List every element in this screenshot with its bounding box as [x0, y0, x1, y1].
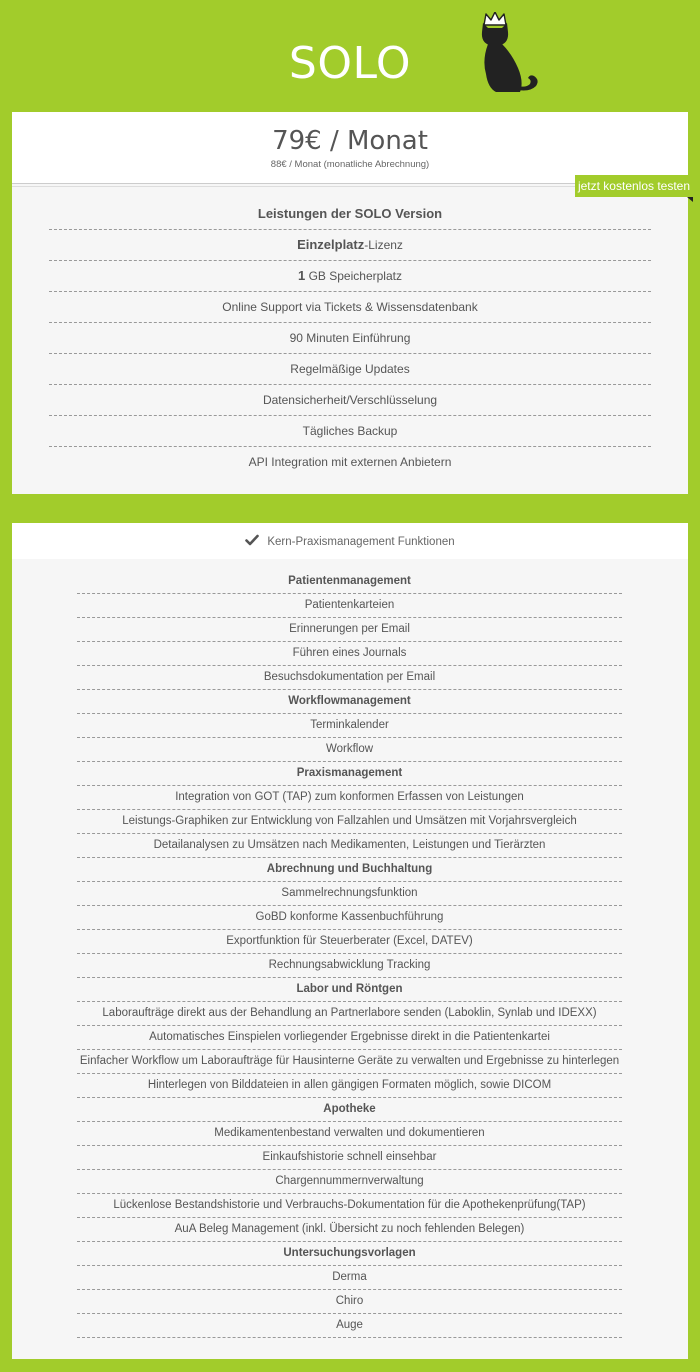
category-heading: Apotheke	[77, 1098, 622, 1122]
feature-item: Online Support via Tickets & Wissensdatenbank	[49, 292, 651, 323]
function-item: Chargennummernverwaltung	[77, 1170, 622, 1194]
function-item: Exportfunktion für Steuerberater (Excel, DATEV)	[77, 930, 622, 954]
function-item: Führen eines Journals	[77, 642, 622, 666]
core-functions-title: Kern-Praxismanagement Funktionen	[267, 536, 455, 548]
checkmark-icon	[245, 534, 259, 546]
function-item: Auge	[77, 1314, 622, 1338]
storage-bold: 1	[298, 268, 306, 283]
license-bold: Einzelplatz	[297, 237, 365, 252]
core-functions-card	[12, 523, 688, 1359]
function-item: Besuchsdokumentation per Email	[77, 666, 622, 690]
core-functions-header	[12, 523, 688, 559]
function-item: Laboraufträge direkt aus der Behandlung an Partnerlabore senden (Laboklin, Synlab und IDEXX)	[77, 1002, 622, 1026]
function-item: Erinnerungen per Email	[77, 618, 622, 642]
function-item: AuA Beleg Management (inkl. Übersicht zu noch fehlenden Belegen)	[77, 1218, 622, 1242]
cat-logo-icon	[474, 12, 546, 94]
category-heading: Patientenmanagement	[77, 570, 622, 594]
feature-item: API Integration mit externen Anbietern	[248, 455, 452, 469]
feature-list	[49, 199, 651, 477]
free-trial-button[interactable]: jetzt kostenlos testen	[575, 175, 693, 197]
category-heading: Labor und Röntgen	[77, 978, 622, 1002]
function-item: Automatisches Einspielen vorliegender Ergebnisse direkt in die Patientenkartei	[77, 1026, 622, 1050]
function-item: Integration von GOT (TAP) zum konformen Erfassen von Leistungen	[77, 786, 622, 810]
function-item: Workflow	[77, 738, 622, 762]
storage-rest: GB Speicherplatz	[305, 269, 402, 283]
core-functions-list	[77, 570, 622, 1338]
function-item: Patientenkarteien	[77, 594, 622, 618]
function-item: Einkaufshistorie schnell einsehbar	[77, 1146, 622, 1170]
category-heading: Workflowmanagement	[77, 690, 622, 714]
category-heading: Abrechnung und Buchhaltung	[77, 858, 622, 882]
function-item: GoBD konforme Kassenbuchführung	[77, 906, 622, 930]
function-item: Sammelrechnungsfunktion	[77, 882, 622, 906]
license-rest: -Lizenz	[364, 238, 403, 252]
function-item: Terminkalender	[77, 714, 622, 738]
ribbon-fold	[687, 197, 693, 202]
function-item: Lückenlose Bestandshistorie und Verbrauchs-Dokumentation für die Apothekenprüfung(TAP)	[77, 1194, 622, 1218]
feature-item-license	[49, 230, 651, 261]
function-item: Einfacher Workflow um Laboraufträge für Hausinterne Geräte zu verwalten und Ergebnisse zu hinterlegen	[77, 1050, 622, 1074]
function-item: Detailanalysen zu Umsätzen nach Medikamenten, Leistungen und Tierärzten	[77, 834, 622, 858]
pricing-card	[12, 112, 688, 494]
monthly-price: 79€ / Monat	[272, 126, 428, 156]
function-item: Hinterlegen von Bilddateien in allen gängigen Formaten möglich, sowie DICOM	[77, 1074, 622, 1098]
feature-item-storage	[49, 261, 651, 292]
function-item: Derma	[77, 1266, 622, 1290]
feature-item: 90 Minuten Einführung	[49, 323, 651, 354]
monthly-billing-price: 88€ / Monat (monatliche Abrechnung)	[270, 159, 430, 170]
feature-item: Tägliches Backup	[49, 416, 651, 447]
feature-item: Datensicherheit/Verschlüsselung	[49, 385, 651, 416]
function-item: Chiro	[77, 1290, 622, 1314]
header	[0, 0, 700, 112]
category-heading: Untersuchungsvorlagen	[77, 1242, 622, 1266]
plan-title: SOLO	[288, 38, 412, 89]
feature-list-heading: Leistungen der SOLO Version	[49, 199, 651, 230]
category-heading: Praxismanagement	[77, 762, 622, 786]
feature-item: Regelmäßige Updates	[49, 354, 651, 385]
function-item: Rechnungsabwicklung Tracking	[77, 954, 622, 978]
price-box	[12, 112, 688, 184]
function-item: Leistungs-Graphiken zur Entwicklung von Fallzahlen und Umsätzen mit Vorjahrsvergleich	[77, 810, 622, 834]
function-item: Medikamentenbestand verwalten und dokumentieren	[77, 1122, 622, 1146]
